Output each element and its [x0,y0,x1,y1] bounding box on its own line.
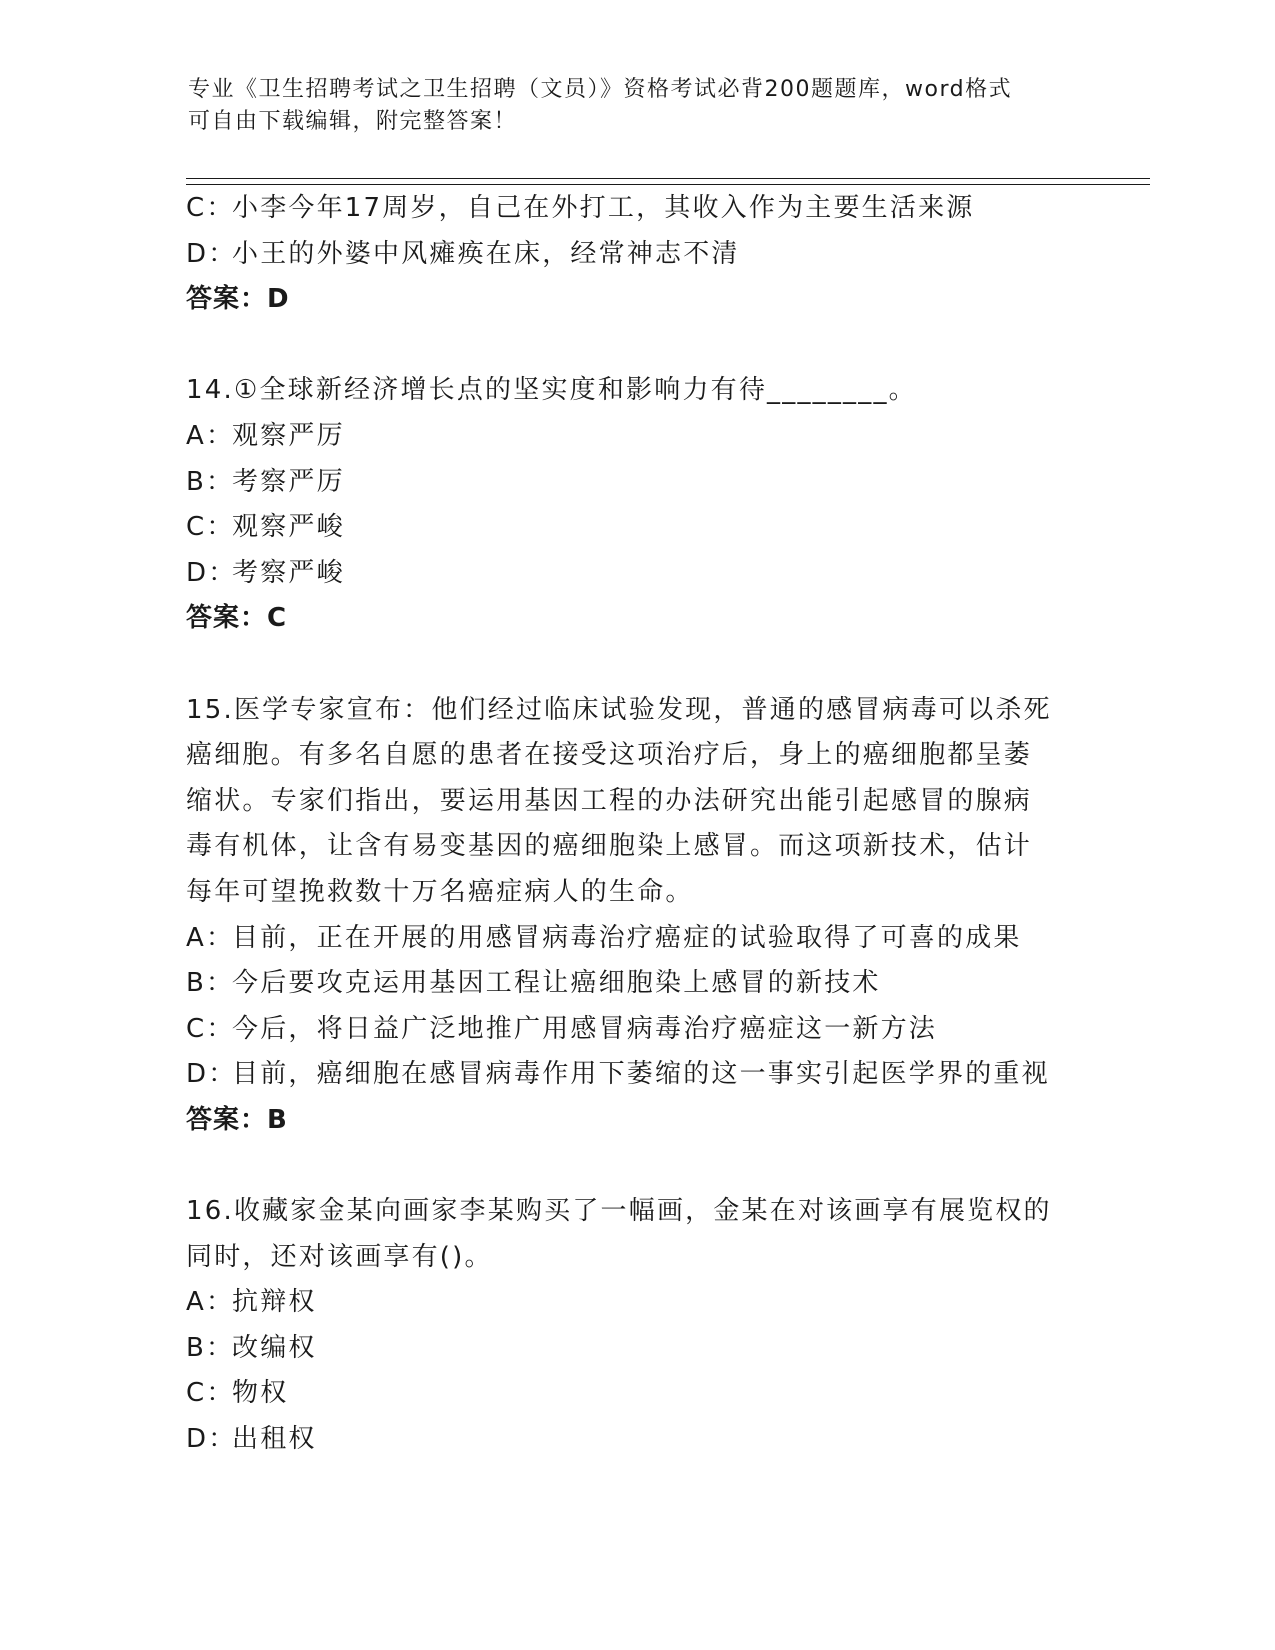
answer-line: 答案：C [186,603,288,634]
option-key: C： [186,193,235,223]
option-c [186,1371,1086,1417]
question-13-fragment [186,186,1086,323]
option-b [186,1326,1086,1372]
answer-line: 答案：D [186,284,290,315]
option-text: 小王的外婆中风瘫痪在床，经常神志不清 [232,238,740,269]
option-text: 目前，正在开展的用感冒病毒治疗癌症的试验取得了可喜的成果 [232,922,1022,953]
option-a [186,916,1086,962]
spacer [186,323,1086,369]
option-c [186,1007,1086,1053]
option-key: D： [186,557,237,588]
option-b [186,460,1086,506]
option-key: A： [186,420,235,451]
question-stem-line: 缩状。专家们指出，要运用基因工程的办法研究出能引起感冒的腺病 [186,785,1033,816]
question-16 [186,1189,1086,1463]
question-stem-line: 每年可望挽救数十万名癌症病人的生命。 [186,876,694,907]
option-key: C： [186,512,235,543]
option-text: 今后要攻克运用基因工程让癌细胞染上感冒的新技术 [232,968,881,999]
page-header [188,74,1068,138]
header-divider [186,178,1150,185]
option-text: 小李今年17周岁，自己在外打工，其收入作为主要生活来源 [232,193,975,223]
document-body [186,186,1086,1463]
option-key: A： [186,922,235,953]
option-text: 抗辩权 [232,1287,317,1318]
option-key: C： [186,1013,235,1044]
option-b [186,961,1086,1007]
question-14 [186,368,1086,642]
option-text: 改编权 [232,1332,317,1363]
option-text: 观察严厉 [232,420,345,451]
question-stem-line: 癌细胞。有多名自愿的患者在接受这项治疗后，身上的癌细胞都呈萎 [186,740,1033,771]
option-d [186,1417,1086,1463]
option-key: A： [186,1287,235,1318]
option-d [186,551,1086,597]
option-c [186,186,1086,232]
question-stem-line: 16.收藏家金某向画家李某购买了一幅画，金某在对该画享有展览权的 [186,1196,1052,1227]
option-d [186,1052,1086,1098]
option-key: D： [186,238,237,269]
option-key: D： [186,1424,237,1455]
option-a [186,1280,1086,1326]
answer-line: 答案：B [186,1104,288,1135]
header-title-line-2: 可自由下载编辑，附完整答案！ [188,109,518,134]
question-stem-line: 15.医学专家宣布：他们经过临床试验发现，普通的感冒病毒可以杀死 [186,694,1052,725]
question-stem-line: 毒有机体，让含有易变基因的癌细胞染上感冒。而这项新技术，估计 [186,831,1033,862]
option-text: 今后，将日益广泛地推广用感冒病毒治疗癌症这一新方法 [232,1013,938,1044]
question-stem: 14.①全球新经济增长点的坚实度和影响力有待________。 [186,375,917,406]
option-d [186,232,1086,278]
option-text: 目前，癌细胞在感冒病毒作用下萎缩的这一事实引起医学界的重视 [232,1059,1050,1090]
option-key: C： [186,1378,235,1409]
option-text: 考察严厉 [232,466,345,497]
option-text: 物权 [232,1378,289,1409]
spacer [186,642,1086,688]
header-title-line-1: 专业《卫生招聘考试之卫生招聘（文员）》资格考试必背200题题库，word格式 [188,77,1013,102]
option-key: B： [186,466,235,497]
question-stem-line: 同时，还对该画享有()。 [186,1241,493,1272]
option-a [186,414,1086,460]
option-c [186,505,1086,551]
option-key: B： [186,1332,235,1363]
option-text: 考察严峻 [232,557,345,588]
option-text: 出租权 [232,1424,317,1455]
option-key: D： [186,1059,237,1090]
spacer [186,1143,1086,1189]
question-15 [186,688,1086,1144]
option-text: 观察严峻 [232,512,345,543]
option-key: B： [186,968,235,999]
